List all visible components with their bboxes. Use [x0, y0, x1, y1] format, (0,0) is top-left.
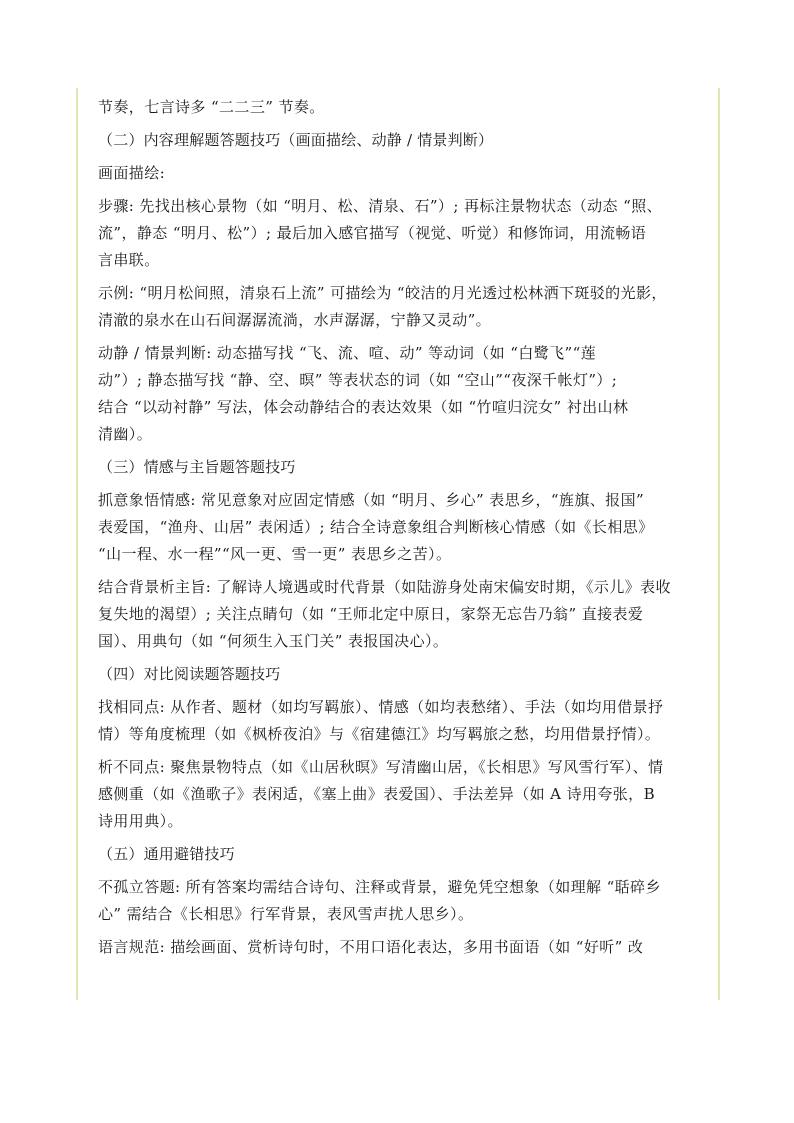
text-line: 诗用用典）。: [98, 812, 183, 830]
document-body: [98, 94, 702, 961]
text-line: 情）等角度梳理（如《枫桥夜泊》与《宿建德江》均写羁旅之愁，均用借景抒情）。: [98, 725, 661, 743]
text-line: 言串联。: [98, 251, 160, 269]
text-line: 找相同点: 从作者、题材（如均写羁旅）、情感（如均表愁绪）、手法（如均用借景抒: [98, 698, 664, 716]
text-line: 复失地的渴望）; 关注点睛句（如 “王师北定中原日，家祭无忘告乃翁” 直接表爱: [98, 605, 644, 623]
text-line: 国）、用典句（如 “何须生入玉门关” 表报国决心）。: [98, 632, 449, 650]
text-line: 表爱国，“渔舟、山居” 表闲适）; 结合全诗意象组合判断核心情感（如《长相思》: [98, 518, 654, 536]
section-heading: （二）内容理解题答题技巧（画面描绘、动静 / 情景判断）: [98, 131, 494, 149]
text-line: 析不同点: 聚焦景物特点（如《山居秋暝》写清幽山居，《长相思》写风雪行军）、情: [98, 758, 664, 776]
text-line: “山一程、水一程”“风一更、雪一更” 表思乡之苦）。: [98, 545, 452, 563]
section-heading: （五）通用避错技巧: [98, 845, 235, 863]
text-line: 清澈的泉水在山石间潺潺流淌，水声潺潺，宁静又灵动”。: [98, 311, 492, 329]
text-line: 清幽）。: [98, 425, 153, 443]
left-margin-rule: [76, 88, 78, 1000]
text-line: 不孤立答题: 所有答案均需结合诗句、注释或背景，避免凭空想象（如理解 “聒碎乡: [98, 878, 661, 896]
text-line: 结合 “以动衬静” 写法，体会动静结合的表达效果（如 “竹喧归浣女” 衬出山林: [98, 398, 629, 416]
text-line: 抓意象悟情感: 常见意象对应固定情感（如 “明月、乡心” 表思乡，“旌旗、报国”: [98, 491, 645, 509]
text-line: 步骤: 先找出核心景物（如 “明月、松、清泉、石”）; 再标注景物状态（动态 “照、: [98, 197, 662, 215]
text-line: 感侧重（如《渔歌子》表闲适，《塞上曲》表爱国）、手法差异（如 A 诗用夸张，B: [98, 785, 655, 803]
section-heading: （四）对比阅读题答题技巧: [98, 665, 281, 683]
text-line: 心” 需结合《长相思》行军背景，表风雪声扰人思乡）。: [98, 905, 474, 923]
subheading-text: 画面描绘:: [98, 164, 166, 182]
text-line: 流”，静态 “明月、松”）; 最后加入感官描写（视觉、听觉）和修饰词，用流畅语: [98, 224, 647, 242]
text-line: 动”）; 静态描写找 “静、空、暝” 等表状态的词（如 “空山”“夜深千帐灯”）;: [98, 371, 618, 389]
text-line: 语言规范: 描绘画面、赏析诗句时，不用口语化表达，多用书面语（如 “好听” 改: [98, 938, 644, 956]
right-margin-rule: [718, 88, 720, 1000]
text-line: 节奏，七言诗多 “二二三” 节奏。: [98, 98, 325, 116]
text-line: 动静 / 情景判断: 动态描写找 “飞、流、喧、动” 等动词（如 “白鹭飞”“莲: [98, 344, 597, 362]
section-heading: （三）情感与主旨题答题技巧: [98, 458, 296, 476]
text-line: 示例: “明月松间照，清泉石上流” 可描绘为 “皎洁的月光透过松林洒下斑驳的光影，: [98, 284, 667, 302]
text-line: 结合背景析主旨: 了解诗人境遇或时代背景（如陆游身处南宋偏安时期，《示儿》表收: [98, 578, 671, 596]
